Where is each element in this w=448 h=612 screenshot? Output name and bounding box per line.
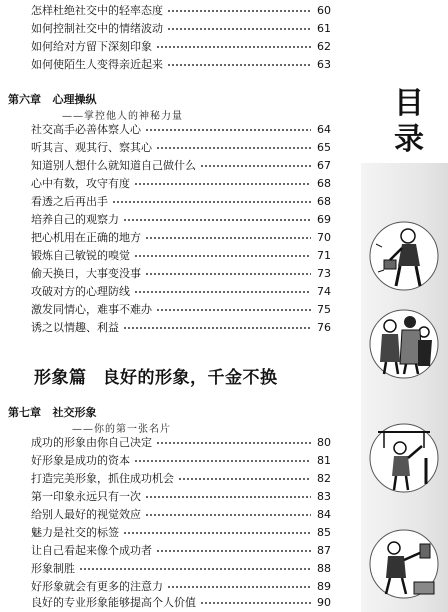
chapter-heading (8, 91, 97, 107)
toc-entry-title: 让自己看起来像个成功者 (31, 544, 152, 557)
toc-entry[interactable] (31, 319, 331, 337)
part-label: 形象篇 (34, 368, 87, 388)
leader-dots (134, 183, 311, 185)
part-title: 良好的形象，千金不换 (102, 368, 278, 388)
toc-entry-title: 知道别人想什么就知道自己做什么 (31, 159, 196, 172)
chapter-label: 第七章 (8, 406, 41, 419)
toc-entry-page: 89 (317, 580, 331, 593)
toc-entry-page: 80 (317, 436, 331, 449)
leader-dots (79, 568, 311, 570)
toc-entry-title: 诱之以情趣、利益 (31, 321, 119, 334)
toc-entry-page: 70 (317, 231, 331, 244)
toc-entry-title: 社交高手必善体察人心 (31, 123, 141, 136)
toc-entry-page: 62 (317, 40, 331, 53)
toc-entry-title: 形象制胜 (31, 562, 75, 575)
toc-entry-title: 打造完美形象，抓住成功机会 (31, 472, 174, 485)
toc-entry-title: 看透之后再出手 (31, 195, 108, 208)
part-heading (34, 363, 278, 388)
leader-dots (156, 46, 311, 48)
toc-entry[interactable] (31, 56, 331, 74)
toc-entry[interactable] (31, 470, 331, 488)
toc-entry-page: 76 (317, 321, 331, 334)
toc-entry[interactable] (31, 488, 331, 506)
leader-dots (145, 514, 311, 516)
toc-entry-title: 如何控制社交中的情绪波动 (31, 22, 163, 35)
toc-entry-title: 锻炼自己敏锐的嗅觉 (31, 249, 130, 262)
leader-dots (156, 442, 311, 444)
toc-entry-page: 68 (317, 195, 331, 208)
toc-entry-page: 87 (317, 544, 331, 557)
toc-entry-title: 良好的专业形象能够提高个人价值 (31, 596, 196, 609)
toc-entry-page: 68 (317, 177, 331, 190)
leader-dots (123, 532, 311, 534)
toc-entry-title: 心中有数，攻守有度 (31, 177, 130, 190)
toc-entry[interactable] (31, 283, 331, 301)
cartoon-worker-icon (364, 522, 446, 604)
leader-dots (123, 219, 311, 221)
toc-entry-page: 69 (317, 213, 331, 226)
toc-entry-page: 90 (317, 596, 331, 609)
chapter-subtitle: ——你的第一张名片 (72, 424, 171, 435)
toc-entry[interactable] (31, 193, 331, 211)
toc-entry-title: 把心机用在正确的地方 (31, 231, 141, 244)
leader-dots (167, 586, 311, 588)
toc-entry[interactable] (31, 434, 331, 452)
chapter-title: 社交形象 (52, 406, 97, 419)
toc-entry[interactable] (31, 452, 331, 470)
toc-entry-page: 75 (317, 303, 331, 316)
toc-entry-title: 如何给对方留下深刻印象 (31, 40, 152, 53)
toc-entry-title: 第一印象永远只有一次 (31, 490, 141, 503)
toc-entry-title: 成功的形象由你自己决定 (31, 436, 152, 449)
chapter-label: 第六章 (8, 93, 41, 106)
toc-entry-page: 60 (317, 4, 331, 17)
leader-dots (145, 237, 311, 239)
toc-entry[interactable] (31, 247, 331, 265)
toc-entry-page: 61 (317, 22, 331, 35)
toc-entry-page: 64 (317, 123, 331, 136)
toc-entry[interactable] (31, 211, 331, 229)
contents-title-char: 录 (394, 122, 424, 157)
leader-dots (200, 602, 311, 604)
chapter-title: 心理操纵 (52, 93, 97, 106)
toc-entry-title: 怎样杜绝社交中的轻率态度 (31, 4, 163, 17)
toc-entry[interactable] (31, 506, 331, 524)
cartoon-businessman-icon (364, 214, 446, 296)
toc-entry-page: 74 (317, 285, 331, 298)
toc-entry-title: 攻破对方的心理防线 (31, 285, 130, 298)
chapter-subtitle: ——掌控他人的神秘力量 (62, 111, 183, 122)
leader-dots (167, 28, 311, 30)
cartoon-commuter-icon (364, 418, 446, 500)
toc-entry-page: 84 (317, 508, 331, 521)
toc-entry-title: 听其言、观其行、察其心 (31, 141, 152, 154)
leader-dots (123, 327, 311, 329)
toc-entry-page: 71 (317, 249, 331, 262)
toc-entry-page: 65 (317, 141, 331, 154)
toc-entry[interactable] (31, 38, 331, 56)
toc-entry[interactable] (31, 524, 331, 542)
toc-entry-title: 好形象就会有更多的注意力 (31, 580, 163, 593)
chapter-heading (8, 404, 97, 420)
toc-entry-page: 88 (317, 562, 331, 575)
toc-entry-title: 如何使陌生人变得亲近起来 (31, 58, 163, 71)
toc-entry[interactable] (31, 139, 331, 157)
toc-entry[interactable] (31, 121, 331, 139)
toc-entry-title: 魅力是社交的标签 (31, 526, 119, 539)
leader-dots (112, 201, 311, 203)
leader-dots (167, 64, 311, 66)
toc-entry-page: 67 (317, 159, 331, 172)
contents-title (389, 86, 429, 158)
toc-entry-title: 培养自己的观察力 (31, 213, 119, 226)
leader-dots (145, 496, 311, 498)
toc-entry[interactable] (31, 20, 331, 38)
toc-entry-title: 偷天换日，大事变没事 (31, 267, 141, 280)
toc-entry-page: 63 (317, 58, 331, 71)
leader-dots (178, 478, 311, 480)
leader-dots (156, 147, 311, 149)
toc-entry-page: 81 (317, 454, 331, 467)
leader-dots (134, 291, 311, 293)
toc-entry[interactable] (31, 542, 331, 560)
toc-entry[interactable] (31, 560, 331, 578)
leader-dots (167, 10, 311, 12)
leader-dots (145, 129, 311, 131)
toc-entry[interactable] (31, 229, 331, 247)
toc-entry-title: 激发同情心，难事不难办 (31, 303, 152, 316)
cartoon-crowd-icon (364, 302, 446, 384)
toc-entry-page: 73 (317, 267, 331, 280)
leader-dots (200, 165, 311, 167)
toc-entry-page: 83 (317, 490, 331, 503)
toc-entry[interactable] (31, 301, 331, 319)
toc-entry[interactable] (31, 265, 331, 283)
toc-entry-page: 82 (317, 472, 331, 485)
toc-entry-title: 给别人最好的视觉效应 (31, 508, 141, 521)
leader-dots (156, 550, 311, 552)
toc-entry[interactable] (31, 175, 331, 193)
toc-entry[interactable] (31, 157, 331, 175)
leader-dots (145, 273, 311, 275)
leader-dots (134, 460, 311, 462)
toc-entry[interactable] (31, 2, 331, 20)
toc-entry-page: 85 (317, 526, 331, 539)
toc-entry[interactable] (31, 594, 331, 612)
leader-dots (134, 255, 311, 257)
toc-entry-title: 好形象是成功的资本 (31, 454, 130, 467)
contents-title-char: 目 (394, 86, 424, 121)
leader-dots (156, 309, 311, 311)
